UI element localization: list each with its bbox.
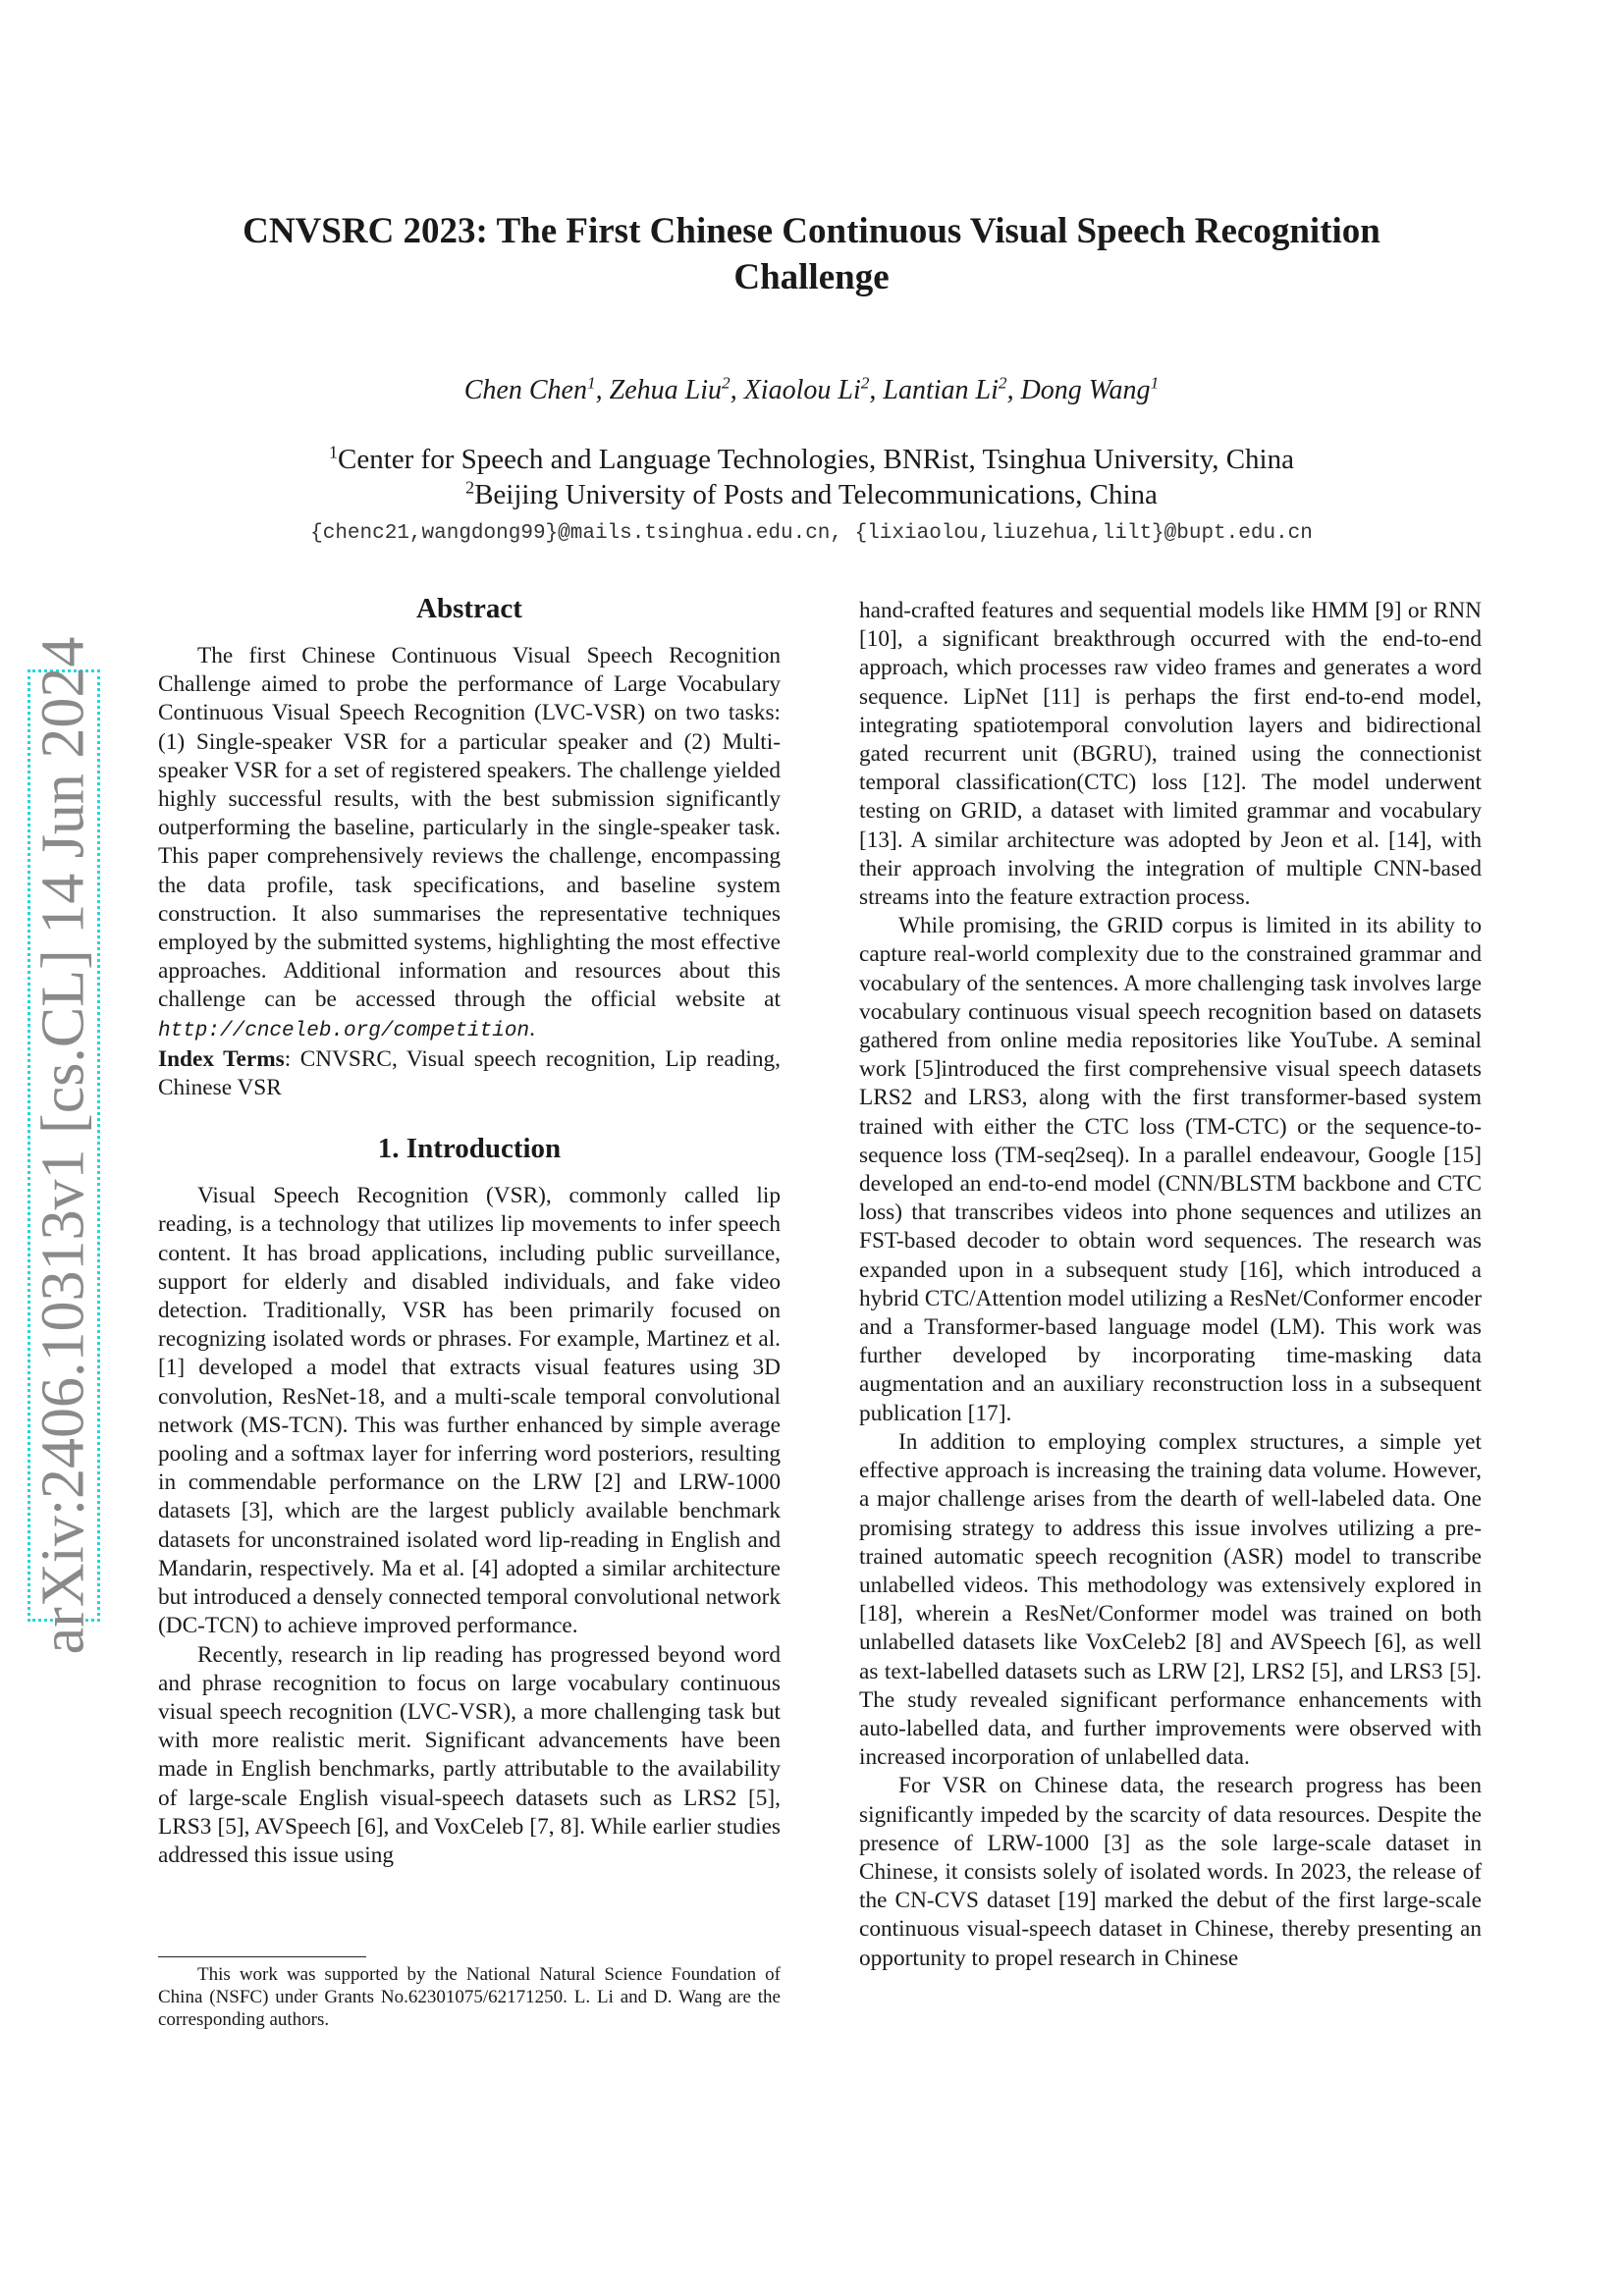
right-column: [859, 597, 1482, 1973]
author: Dong Wang$^1$: [1020, 373, 1160, 405]
title-line: CNVSRC 2023: The First Chinese Continuous Visual Speech Recognition: [243, 211, 1380, 251]
abstract-text: The first Chinese Continuous Visual Speech Recognition Challenge aimed to probe the performance of Large Vocabulary Continuous Visual Speech Recognition (LVC-VSR) on two tasks: (1) Single-speaker VSR for a particular speaker and (2) Multi-speaker VSR for a set of registered speakers. The challenge yielded highly successful results, with the best submission significantly outperforming the baseline, particularly in the single-speaker task. This paper comprehensively reviews the challenge, encompassing the data profile, task specifications, and baseline system construction. It also summarises the representative techniques employed by the submitted systems, highlighting the most effective approaches. Additional information and resources about this challenge can be accessed through the official website at http://cnceleb.org/competition.: [158, 643, 781, 1042]
affiliation: $^2$Beijing University of Posts and Telecommunications, China: [465, 477, 1158, 510]
footnote-divider: [158, 1956, 366, 1957]
author: Xiaolou Li$^2$: [743, 373, 870, 405]
affiliation: $^1$Center for Speech and Language Technologies, BNRist, Tsinghua University, China: [329, 442, 1294, 475]
left-column: [158, 589, 781, 1870]
paragraph: In addition to employing complex structures, a simple yet effective approach is increasing the training data volume. However, a major challenge arises from the dearth of well-labeled data. One promising strategy to address this issue involves utilizing a pre-trained automatic speech recognition (ASR) model to transcribe unlabelled videos. This methodology was extensively explored in [18], wherein a ResNet/Conformer model was trained on both unlabelled datasets like VoxCeleb2 [8] and AVSpeech [6], as well as text-labelled datasets such as LRW [2], LRS2 [5], and LRS3 [5]. The study revealed significant performance enhancements with auto-labelled data, and further improvements were observed with increased incorporation of unlabelled data.: [859, 1428, 1482, 1771]
footnote-text: This work was supported by the National Natural Science Foundation of China (NSFC) under Grants No.62301075/62171250. L. Li and D. Wang are the corresponding authors.: [158, 1964, 781, 2030]
paper-title: [0, 208, 1623, 300]
author-list: Chen Chen$^1$, Zehua Liu$^2$, Xiaolou Li$^2$, Lantian Li$^2$, Dong Wang$^1$: [463, 373, 1160, 405]
paragraph: Recently, research in lip reading has progressed beyond word and phrase recognition to focus on large vocabulary continuous visual speech recognition (LVC-VSR), a more challenging task but with more realistic merit. Significant advancements have been made in English benchmarks, partly attributable to the availability of large-scale English visual-speech datasets such as LRS2 [5], LRS3 [5], AVSpeech [6], and VoxCeleb [7, 8]. While earlier studies addressed this issue using: [158, 1641, 781, 1868]
author: Lantian Li$^2$: [883, 373, 1007, 405]
author-emails: {chenc21,wangdong99}@mails.tsinghua.edu.cn, {lixiaolou,liuzehua,lilt}@bupt.edu.cn: [310, 522, 1313, 545]
paragraph: Visual Speech Recognition (VSR), commonly called lip reading, is a technology that utilizes lip movements to infer speech content. It has broad applications, including public surveillance, support for elderly and disabled individuals, and fake video detection. Traditionally, VSR has been primarily focused on recognizing isolated words or phrases. For example, Martinez et al. [1] developed a model that extracts visual features using 3D convolution, ResNet-18, and a multi-scale temporal convolutional network (MS-TCN). This was further enhanced by simple average pooling and a softmax layer for inferring word posteriors, resulting in commendable performance on the LRW [2] and LRW-1000 datasets [3], which are the largest publicly available benchmark datasets for unconstrained isolated word lip-reading in English and Mandarin, respectively. Ma et al. [4] adopted a similar architecture but introduced a densely connected temporal convolutional network (DC-TCN) to achieve improved performance.: [158, 1183, 781, 1639]
index-terms: Index Terms: CNVSRC, Visual speech recognition, Lip reading, Chinese VSR: [158, 1045, 781, 1101]
paragraph: For VSR on Chinese data, the research progress has been significantly impeded by the scarcity of data resources. Despite the presence of LRW-1000 [3] as the sole large-scale dataset in Chinese, it consists solely of isolated words. In 2023, the release of the CN-CVS dataset [19] marked the debut of the first large-scale continuous visual-speech dataset in Chinese, thereby presenting an opportunity to propel research in Chinese: [859, 1773, 1482, 1971]
author: Zehua Liu$^2$: [609, 373, 730, 405]
author: Chen Chen$^1$: [463, 373, 596, 405]
paragraph: hand-crafted features and sequential models like HMM [9] or RNN [10], a significant breakthrough occurred with the end-to-end approach, which processes raw video frames and generates a word sequence. LipNet [11] is perhaps the first end-to-end model, integrating spatiotemporal convolution layers and bidirectional gated recurrent unit (BGRU), trained using the connectionist temporal classification(CTC) loss [12]. The model underwent testing on GRID, a dataset with limited grammar and vocabulary [13]. A similar architecture was adopted by Jeon et al. [14], with their approach involving the integration of multiple CNN-based streams into the feature extraction process.: [859, 598, 1482, 911]
arxiv-identifier: arXiv:2406.10313v1 [cs.CL] 14 Jun 2024: [29, 636, 97, 1655]
affiliations: [0, 442, 1623, 512]
introduction-heading: 1. Introduction: [377, 1133, 562, 1165]
paragraph: While promising, the GRID corpus is limited in its ability to capture real-world complexity due to the constrained grammar and vocabulary of the sentences. A more challenging task involves large vocabulary continuous visual speech recognition based on datasets gathered from online media repositories like YouTube. A seminal work [5]introduced the first comprehensive visual speech datasets LRS2 and LRS3, along with the first transformer-based system trained with either the CTC loss (TM-CTC) or the sequence-to-sequence loss (TM-seq2seq). In a parallel endeavour, Google [15] developed an end-to-end model (CNN/BLSTM backbone and CTC loss) that transcribes videos into phone sequences and utilizes an FST-based decoder to obtain word sequences. The research was expanded upon in a subsequent study [16], which introduced a hybrid CTC/Attention model utilizing a ResNet/Conformer encoder and a Transformer-based language model (LM). This work was further developed by incorporating time-masking data augmentation and an auxiliary reconstruction loss in a subsequent publication [17].: [859, 913, 1482, 1426]
footnote: [158, 1963, 781, 2031]
competition-link[interactable]: http://cnceleb.org/competition: [158, 1019, 530, 1042]
title-line: Challenge: [733, 257, 890, 297]
arxiv-stamp: [27, 636, 100, 1655]
abstract-heading: Abstract: [416, 593, 522, 624]
